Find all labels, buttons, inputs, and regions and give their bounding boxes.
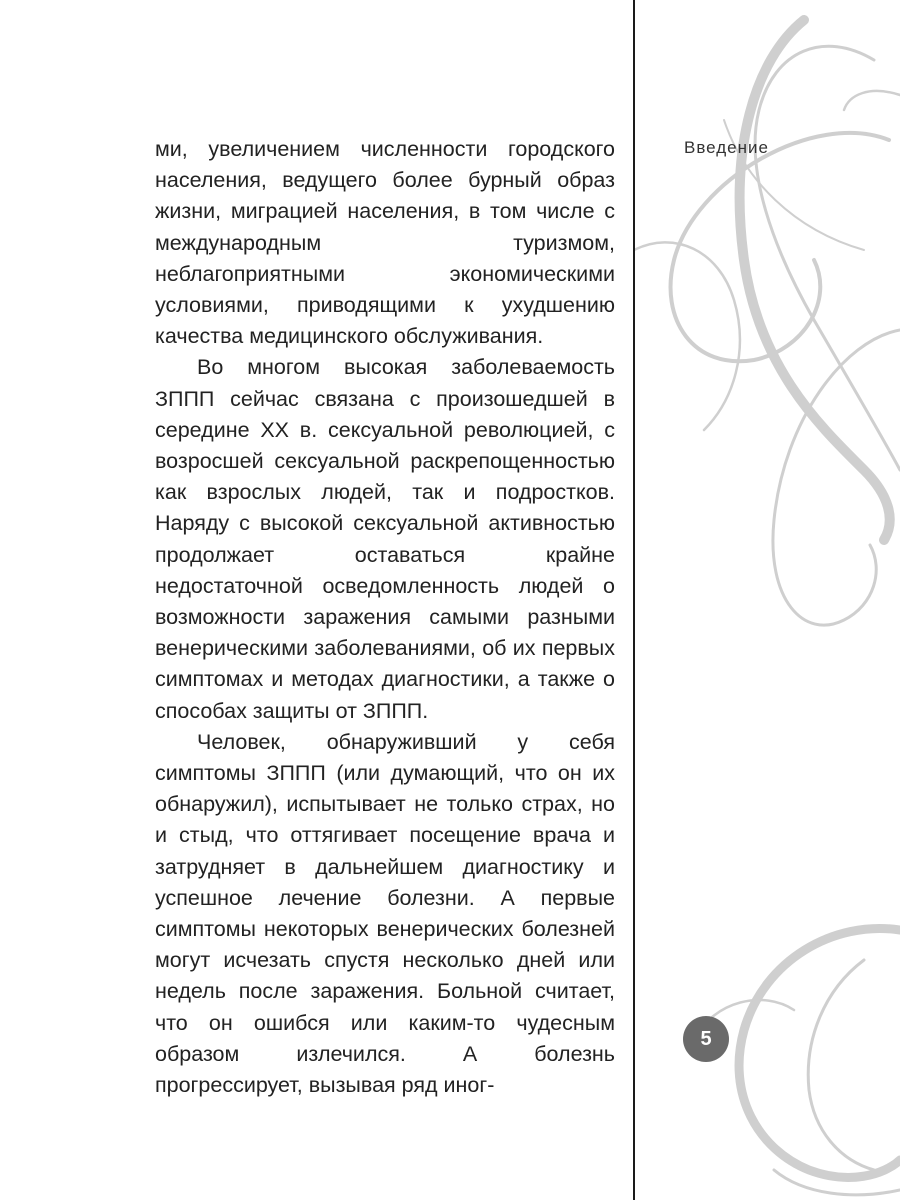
decorative-flourish-ornament — [634, 0, 900, 1200]
running-head: Введение — [684, 138, 769, 157]
paragraph: Человек, обнаруживший у себя симптомы ЗППП (или думающий, что он их обнаружил), испытывает не только страх, но и стыд, что оттягивает посещение врача и затрудняет в дальнейшем диагностику и успешное лечение болезни. А первые симптомы некоторых венерических болезней могут исчезать спустя несколько дней или недель после заражения. Больной считает, что он ошибся или каким-то чудесным образом излечился. А болезнь прогрессирует, вызывая ряд иног- — [155, 729, 615, 1098]
page-number-badge: 5 — [683, 1016, 729, 1062]
paragraph: Во многом высокая заболеваемость ЗППП сейчас связана с произошедшей в середине XX в. сексуальной революцией, с возросшей сексуальной раскрепощенностью как взрослых людей, так и подростков. Наряду с высокой сексуальной активностью продолжает оставаться крайне недостаточной осведомленность людей о возможности заражения самыми разными венерическими заболеваниями, об их первых симптомах и методах диагностики, а также о способах защиты от ЗППП. — [155, 355, 615, 723]
paragraph: ми, увеличением численности городского населения, ведущего более бурный образ жизни, миграцией населения, в том числе с международным туризмом, неблагоприятными экономическими условиями, приводящими к ухудшению качества медицинского обслуживания. — [155, 137, 615, 349]
column-divider-line — [633, 0, 635, 1200]
body-text — [155, 134, 615, 1101]
